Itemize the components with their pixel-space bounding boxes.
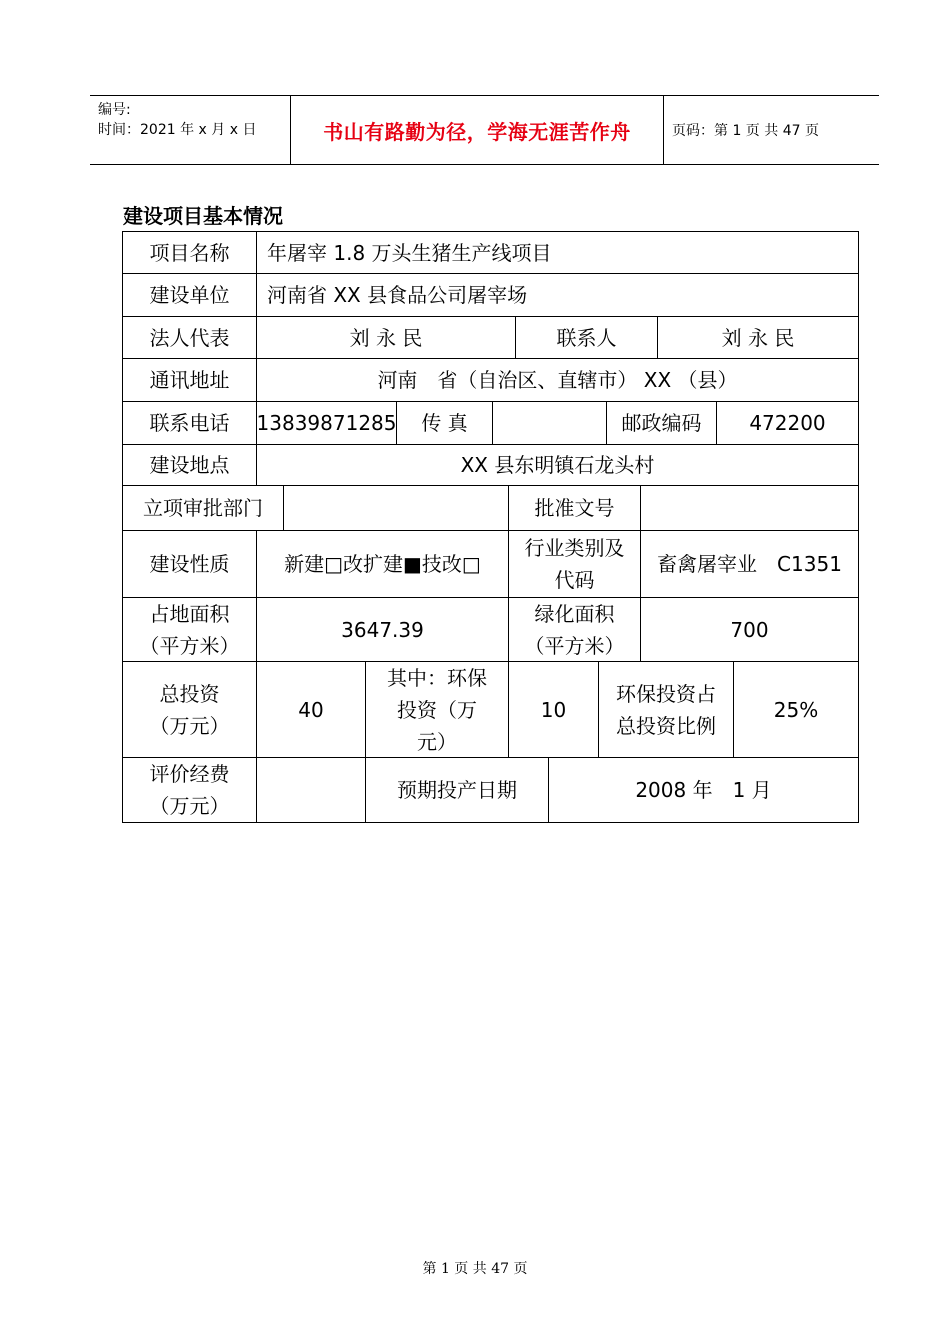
label-construction-type: 建设性质 bbox=[122, 530, 257, 598]
value-total-investment: 40 bbox=[256, 661, 366, 758]
label-total-investment bbox=[122, 661, 257, 758]
label-zip: 邮政编码 bbox=[606, 401, 717, 445]
value-approval-no bbox=[640, 485, 859, 531]
label-green-area bbox=[508, 597, 641, 662]
value-fax bbox=[492, 401, 607, 445]
section-title: 建设项目基本情况 bbox=[123, 204, 283, 228]
label-eval-fee bbox=[122, 757, 257, 823]
label-env-investment-line3: 元） bbox=[417, 729, 457, 754]
label-eval-fee-line2: （万元） bbox=[149, 794, 230, 818]
value-env-ratio: 25% bbox=[733, 661, 859, 758]
label-expected-date: 预期投产日期 bbox=[365, 757, 549, 823]
value-land-area: 3647.39 bbox=[256, 597, 509, 662]
label-approval-no: 批准文号 bbox=[508, 485, 641, 531]
label-location: 建设地点 bbox=[122, 444, 257, 486]
label-industry-code bbox=[508, 530, 641, 598]
number-label: 编号: bbox=[98, 102, 131, 118]
value-address: 河南 省（自治区、直辖市） XX （县） bbox=[256, 358, 859, 402]
label-env-ratio bbox=[598, 661, 734, 758]
value-eval-fee bbox=[256, 757, 366, 823]
value-contact: 刘 永 民 bbox=[657, 316, 859, 359]
label-env-investment-line1: 其中：环保 bbox=[387, 665, 487, 690]
header-motto: 书山有路勤为径，学海无涯苦作舟 bbox=[323, 119, 631, 144]
page-footer: 第 1 页 共 47 页 bbox=[422, 1261, 528, 1277]
label-contact: 联系人 bbox=[515, 316, 658, 359]
value-env-investment: 10 bbox=[508, 661, 599, 758]
value-project-name: 年屠宰 1.8 万头生猪生产线项目 bbox=[256, 231, 859, 274]
value-industry-code: 畜禽屠宰业 C1351 bbox=[640, 530, 859, 598]
label-construction-unit: 建设单位 bbox=[122, 273, 257, 317]
label-green-area-line1: 绿化面积 bbox=[534, 601, 615, 626]
label-approval-dept: 立项审批部门 bbox=[122, 485, 284, 531]
label-eval-fee-line1: 评价经费 bbox=[149, 762, 230, 786]
label-total-investment-line1: 总投资 bbox=[159, 681, 220, 706]
value-location: XX 县东明镇石龙头村 bbox=[256, 444, 859, 486]
value-approval-dept bbox=[283, 485, 509, 531]
label-env-ratio-line1: 环保投资占 bbox=[616, 681, 716, 706]
label-legal-rep: 法人代表 bbox=[122, 316, 257, 359]
value-zip: 472200 bbox=[716, 401, 859, 445]
label-env-investment bbox=[365, 661, 509, 758]
label-address: 通讯地址 bbox=[122, 358, 257, 402]
label-industry-code-line1: 行业类别及 bbox=[524, 536, 625, 560]
label-industry-code-line2: 代码 bbox=[554, 568, 595, 592]
label-land-area-line1: 占地面积 bbox=[149, 601, 230, 626]
label-project-name: 项目名称 bbox=[122, 231, 257, 274]
label-green-area-line2: （平方米） bbox=[524, 633, 625, 658]
label-land-area bbox=[122, 597, 257, 662]
value-construction-type: 新建□改扩建■技改□ bbox=[256, 530, 509, 598]
time-label: 时间：2021 年 x 月 x 日 bbox=[98, 122, 257, 138]
label-env-investment-line2: 投资（万 bbox=[397, 697, 477, 722]
label-phone: 联系电话 bbox=[122, 401, 257, 445]
header-page-info: 页码：第 1 页 共 47 页 bbox=[672, 123, 819, 139]
label-land-area-line2: （平方米） bbox=[139, 633, 240, 658]
value-expected-date: 2008 年 1 月 bbox=[548, 757, 859, 823]
value-green-area: 700 bbox=[640, 597, 859, 662]
label-env-ratio-line2: 总投资比例 bbox=[616, 713, 716, 738]
label-total-investment-line2: （万元） bbox=[149, 713, 230, 738]
value-phone: 13839871285 bbox=[256, 401, 397, 445]
value-construction-unit: 河南省 XX 县食品公司屠宰场 bbox=[256, 273, 859, 317]
value-legal-rep: 刘 永 民 bbox=[256, 316, 516, 359]
label-fax: 传 真 bbox=[396, 401, 493, 445]
